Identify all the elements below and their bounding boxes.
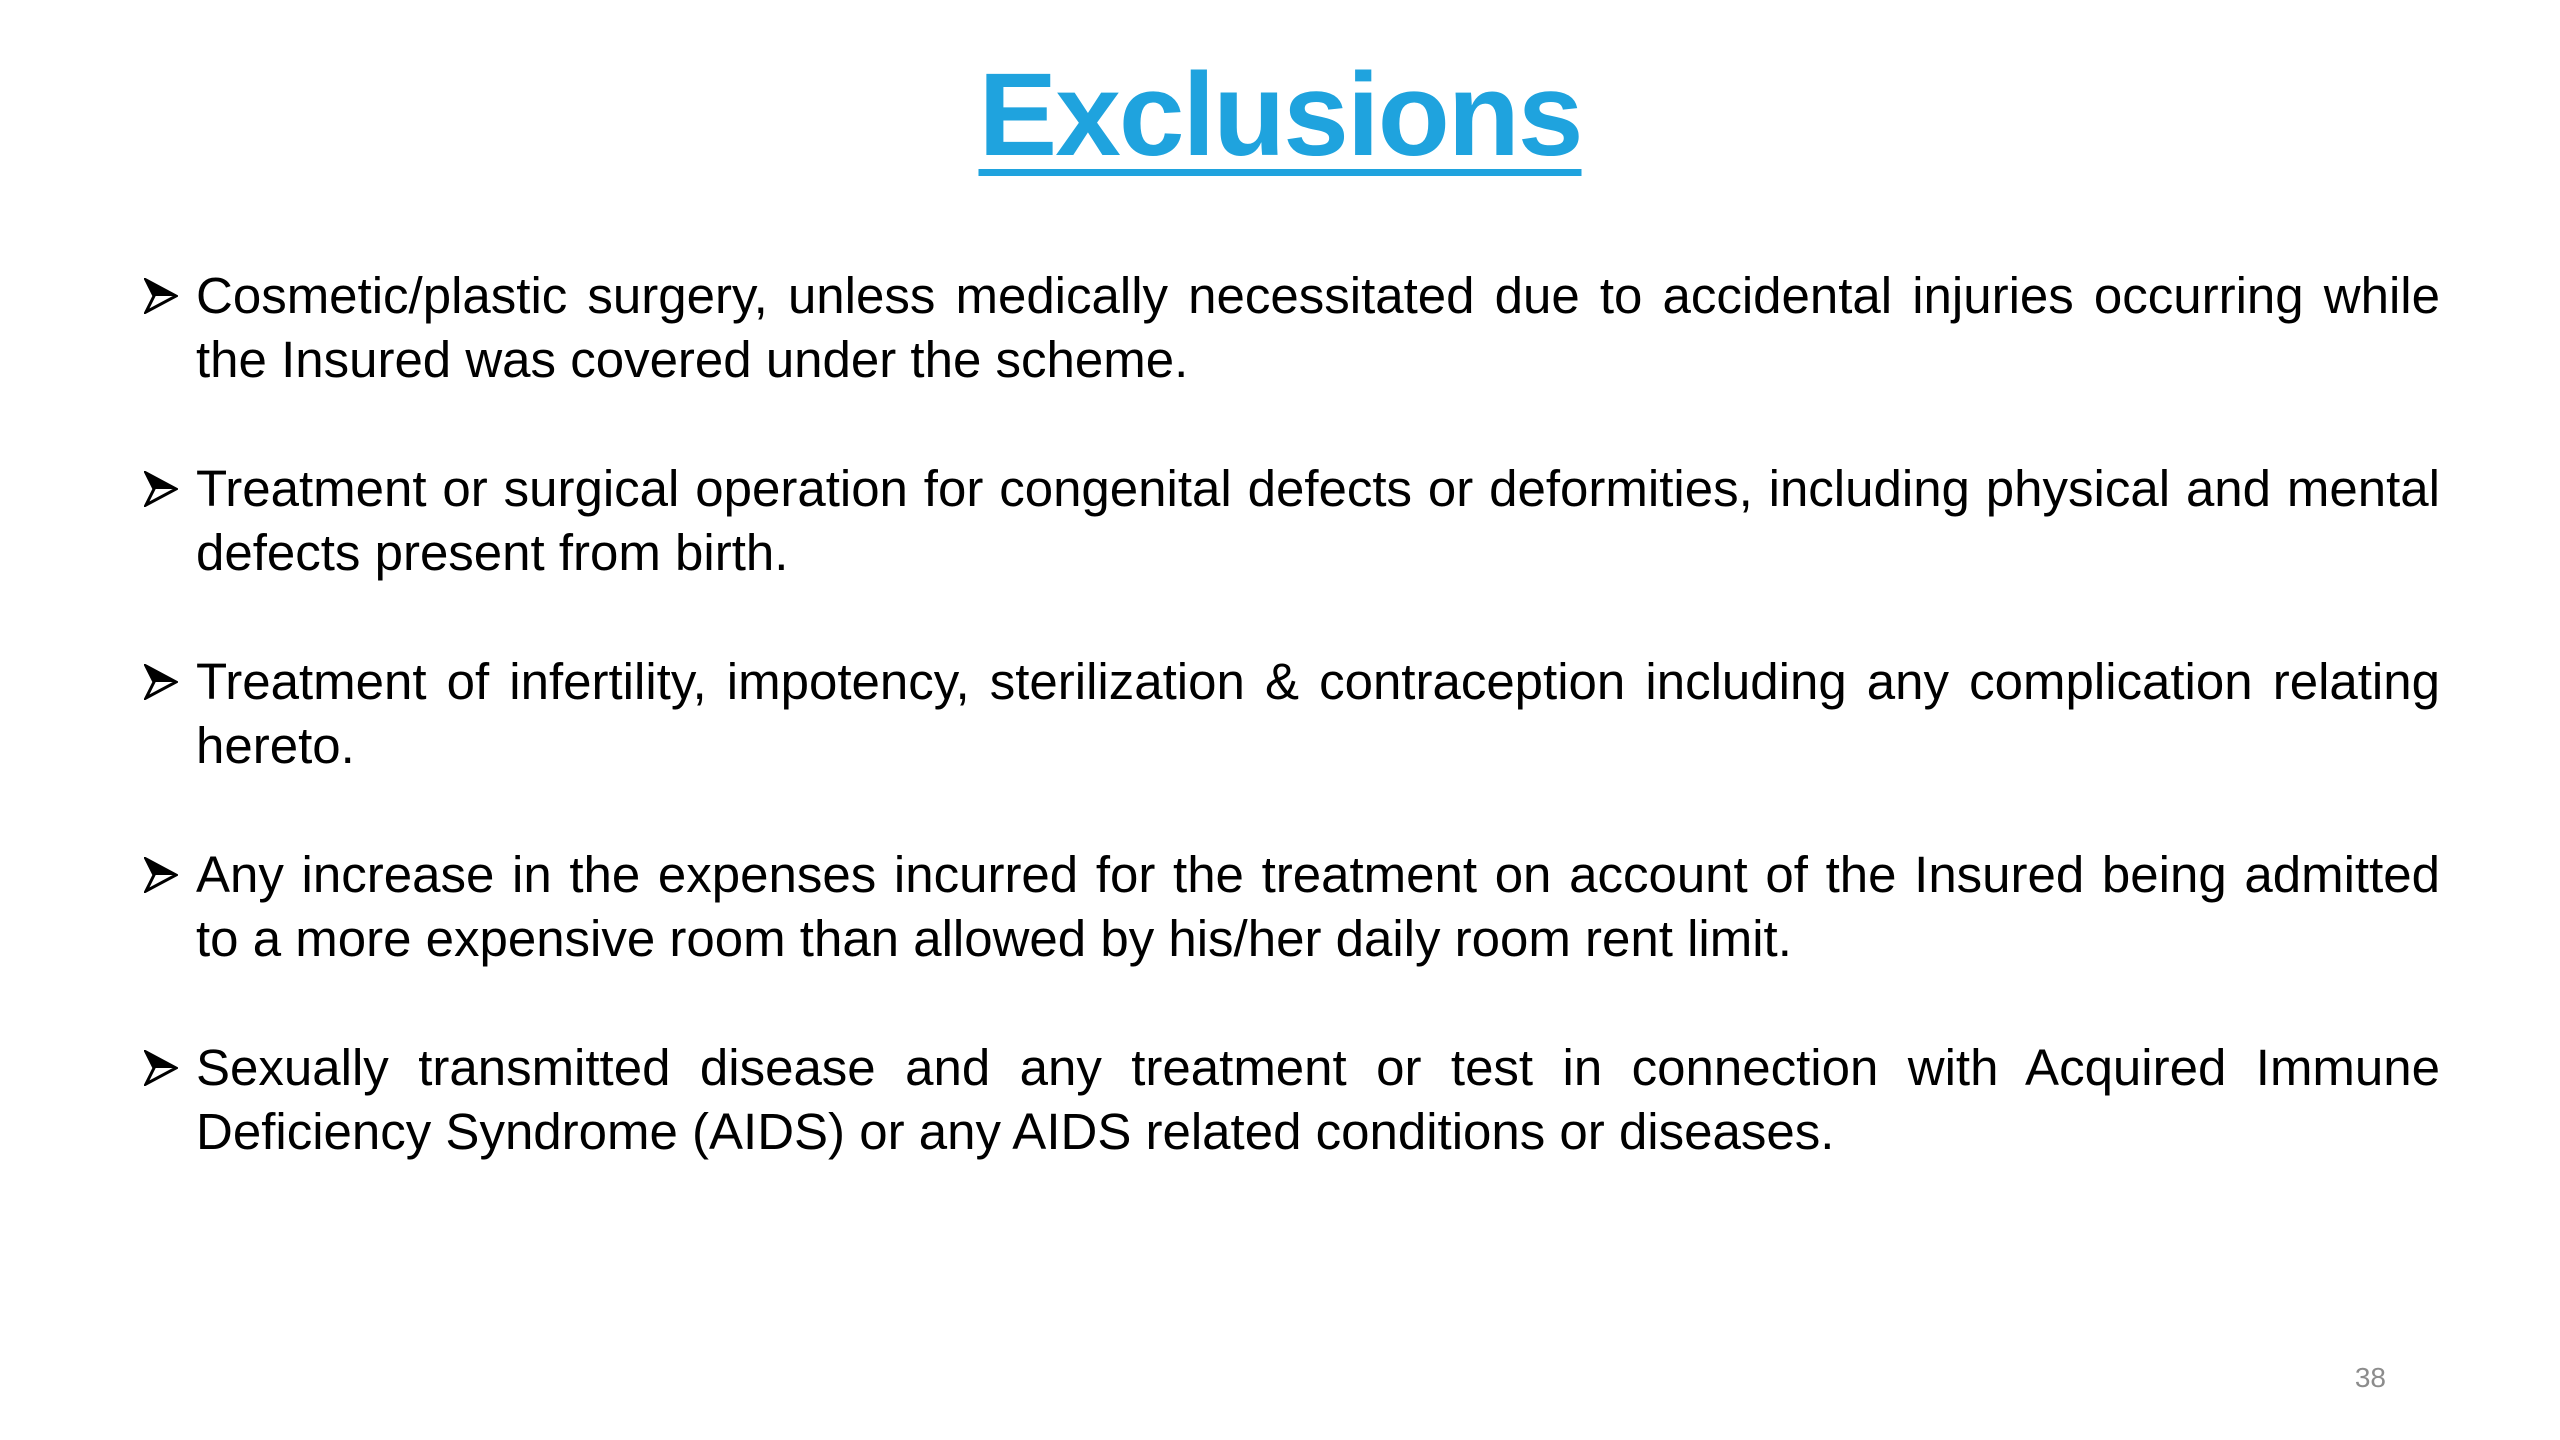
bullet-list	[140, 264, 2440, 1229]
bullet-item	[140, 457, 2440, 585]
bullet-text: Sexually transmitted disease and any treatment or test in connection with Acquired Immune Deficiency Syndrome (AIDS) or any AIDS related conditions or diseases.	[196, 1039, 2440, 1160]
arrowhead-bullet-icon	[140, 650, 180, 714]
arrowhead-bullet-icon	[140, 843, 180, 907]
bullet-item	[140, 650, 2440, 778]
arrowhead-bullet-icon	[140, 457, 180, 521]
slide-title: Exclusions	[978, 49, 1582, 181]
bullet-text: Treatment of infertility, impotency, sterilization & contraception including any complication relating hereto.	[196, 653, 2440, 774]
arrowhead-bullet-icon	[140, 264, 180, 328]
bullet-item	[140, 264, 2440, 392]
bullet-item	[140, 843, 2440, 971]
bullet-text: Any increase in the expenses incurred for the treatment on account of the Insured being admitted to a more expensive room than allowed by his/her daily room rent limit.	[196, 846, 2440, 967]
bullet-text: Treatment or surgical operation for congenital defects or deformities, including physical and mental defects present from birth.	[196, 460, 2440, 581]
bullet-item	[140, 1036, 2440, 1164]
arrowhead-bullet-icon	[140, 1036, 180, 1100]
bullet-text: Cosmetic/plastic surgery, unless medically necessitated due to accidental injuries occurring while the Insured was covered under the scheme.	[196, 267, 2440, 388]
page-number: 38	[2354, 1362, 2386, 1393]
